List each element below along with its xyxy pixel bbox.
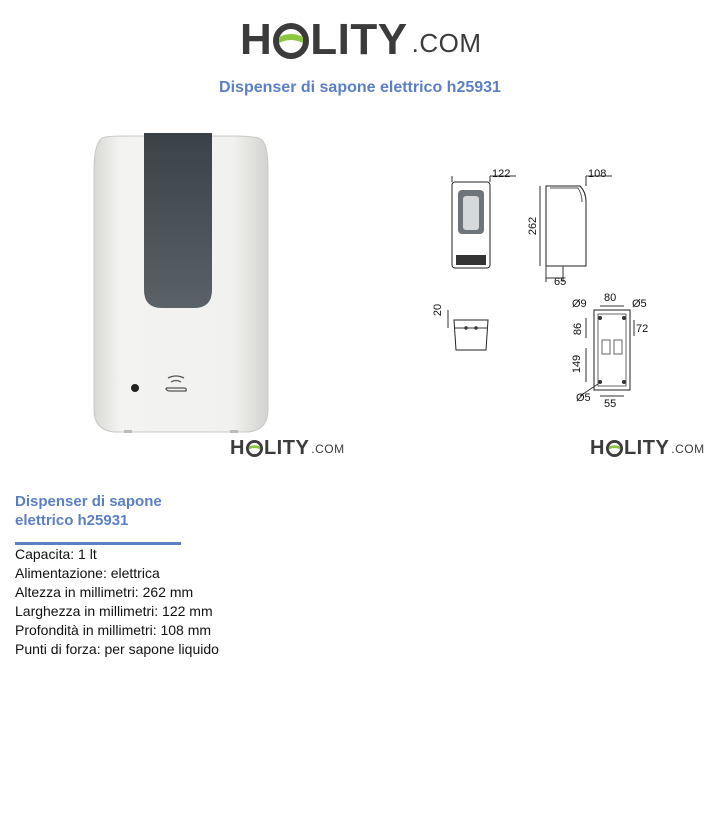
logo-globe-icon — [245, 440, 264, 458]
spec-power: Alimentazione: elettrica — [15, 565, 160, 581]
dim-149: 149 — [571, 354, 584, 374]
logo-letter-h: H — [240, 15, 273, 64]
dim-top-height: 20 — [432, 303, 445, 317]
spec-depth: Profondità in millimetri: 108 mm — [15, 622, 212, 638]
logo-globe-icon — [272, 23, 310, 62]
holity-logo-small — [230, 438, 345, 458]
dim-span-bottom: 55 — [604, 398, 617, 410]
logo-letter-h: H — [230, 437, 245, 459]
logo-letters: LITY — [623, 437, 670, 459]
technical-drawing — [420, 160, 660, 420]
logo-letters: LITY — [310, 15, 408, 64]
spec-width: Larghezza in millimetri: 122 mm — [15, 603, 213, 619]
dim-width: 122 — [492, 168, 511, 180]
logo-letters: LITY — [263, 437, 310, 459]
logo-domain: .COM — [671, 442, 705, 456]
page-title: Dispenser di sapone elettrico h25931 — [219, 79, 501, 96]
product-title-line-2: elettrico h25931 — [15, 512, 129, 529]
holity-logo[interactable] — [240, 15, 482, 64]
spec-strength: Punti di forza: per sapone liquido — [15, 641, 219, 657]
dim-height: 262 — [527, 216, 540, 236]
logo-letter-h: H — [590, 437, 605, 459]
logo-globe-icon — [605, 440, 624, 458]
dim-base: 65 — [554, 276, 567, 288]
dim-72: 72 — [636, 323, 649, 335]
dim-hole-b: Ø5 — [632, 298, 647, 310]
spec-capacity: Capacita: 1 lt — [15, 546, 97, 562]
product-title — [15, 492, 215, 530]
dim-depth: 108 — [588, 168, 607, 180]
spec-list — [15, 545, 219, 659]
dim-span-top: 80 — [604, 292, 617, 304]
logo-domain: .COM — [411, 28, 482, 58]
product-title-line-1: Dispenser di sapone — [15, 493, 162, 510]
dim-hole-a: Ø9 — [572, 298, 587, 310]
dim-86: 86 — [572, 322, 585, 336]
dim-hole-c: Ø5 — [576, 392, 591, 404]
holity-logo-small-2 — [590, 438, 705, 458]
spec-height: Altezza in millimetri: 262 mm — [15, 584, 194, 600]
logo-domain: .COM — [311, 442, 345, 456]
product-photo — [88, 130, 274, 436]
